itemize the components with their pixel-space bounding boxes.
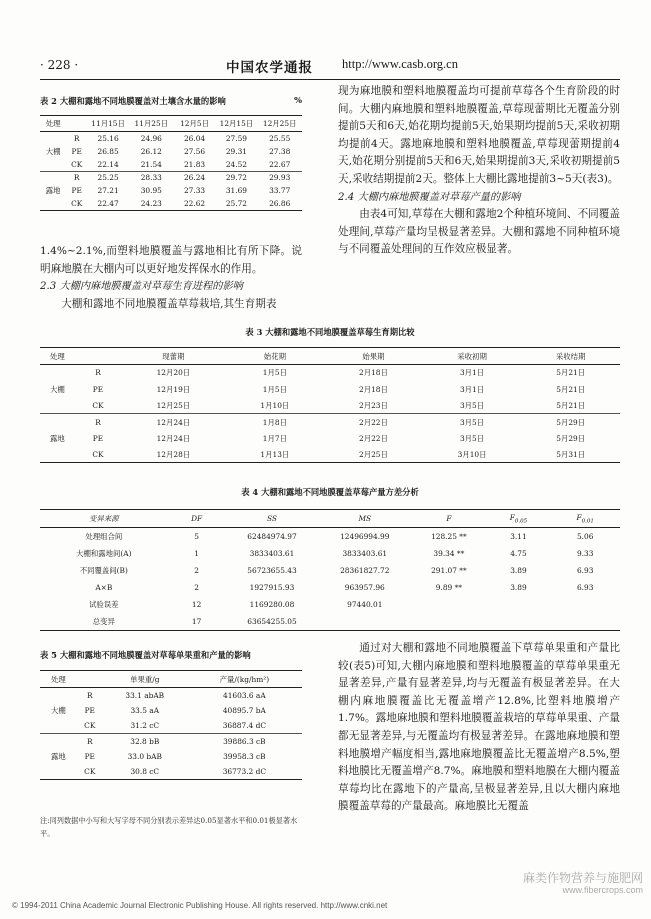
table4-cell: 9.89 ** [435, 583, 462, 593]
table2 [40, 95, 302, 211]
table3-group-label: 露地 [40, 414, 75, 463]
table5-grid [40, 670, 302, 780]
table3-group-label: 大棚 [50, 384, 65, 394]
table4-cell: 12 [191, 600, 202, 610]
left-paragraph-1: 1.4%~2.1%,而塑料地膜覆盖与露地相比有所下降。说明麻地膜在大棚内可以更好地发挥保水的作用。 [40, 245, 302, 275]
table-row [40, 688, 302, 703]
table3-header-cell: 采收初期 [457, 351, 487, 361]
table3-cell: 2月23日 [359, 400, 388, 410]
table4-cell: 2 [194, 583, 199, 593]
table2-cell: 27.56 [183, 146, 206, 156]
copyright-text: © 1994-2011 China Academic Journal Electronic Publishing House. All rights reserved. http://www.cnki.net [12, 901, 388, 910]
table4-cell [550, 613, 620, 630]
table-row [40, 171, 302, 184]
table-row [40, 397, 620, 413]
left-text-block [40, 243, 302, 313]
table2-header-cell: 11月15日 [91, 119, 125, 128]
table5-cell: PE [84, 752, 95, 762]
table5-note: 注:同列数据中小写和大写字母不同分别表示差异达0.05显著水平和0.01极显著水平。 [40, 816, 298, 839]
table5-cell: 31.2 cC [130, 721, 160, 731]
table2-cell: CK [71, 159, 83, 169]
table2-cell: 25.72 [225, 199, 248, 209]
table2-caption: 表 2 大棚和露地不同地膜覆盖对土壤含水量的影响 % [40, 95, 302, 106]
table-row [40, 158, 302, 171]
right-paragraph-3: 通过对大棚和露地不同地膜覆盖下草莓单果重和产量比较(表5)可知,大棚内麻地膜和塑料地膜覆盖的草莓单果重无显著差异,产量有显著差异,均与无覆盖有极显著差异。在大棚内麻地膜覆盖比无覆盖增产12.8%,比塑料地膜增产1.7%。露地麻地膜和塑料地膜覆盖栽培的草莓单果重、产量都无显著差异,与无覆盖均有极显著差异。在露地麻地膜和塑料地膜增产幅度相当,露地麻地膜覆盖比无覆盖增产8.5%,塑料地膜比无覆盖增产8.7%。麻地膜和塑料地膜在大棚内覆盖草莓均比在露地下的产量高,呈极显著差异,且以大棚内麻地膜覆盖草莓的产量最高。麻地膜比无覆盖 [338, 642, 620, 813]
table4-cell: 1169280.08 [249, 600, 295, 610]
table3-cell: 3月5日 [459, 433, 485, 443]
table3-cell: 2月22日 [359, 433, 388, 443]
table4-header-sub: 0.01 [581, 518, 594, 525]
table2-cell: 27.33 [183, 186, 206, 196]
table3-cell: 12月25日 [156, 400, 191, 410]
table2-header-cell: 12月5日 [180, 119, 209, 128]
table4-cell: 3.11 [510, 531, 527, 541]
table-row [40, 545, 620, 562]
table2-cell: PE [71, 146, 82, 156]
table2-cell: 21.83 [183, 159, 206, 169]
table5-cell: 30.8 cC [130, 767, 160, 777]
table2-cell: R [66, 171, 87, 184]
table2-cell: 26.12 [140, 146, 162, 156]
table4-cell [487, 613, 551, 630]
table2-cell: 26.24 [174, 171, 216, 184]
table5-cell: 41603.6 aA [223, 690, 266, 700]
left-paragraph-2: 大棚和露地不同地膜覆盖草莓栽培,其生育期表 [61, 297, 277, 310]
table5-group-label: 大棚 [50, 706, 66, 716]
table4-cell: 1 [194, 548, 199, 558]
table2-cell: R [73, 133, 80, 143]
table4-cell: 试验误差 [89, 600, 119, 610]
table2-cell: CK [71, 199, 83, 209]
right-text-block-bottom [338, 640, 620, 816]
table4-cell: 291.07 ** [431, 565, 467, 575]
table4-cell: 1927915.93 [249, 583, 295, 593]
table4-cell: 5.06 [576, 531, 594, 541]
table5-cell: R [77, 734, 103, 749]
table4-cell: 9.33 [576, 548, 594, 558]
table3-cell: 12月24日 [121, 414, 225, 430]
table4-caption: 表 4 大棚和露地不同地膜覆盖草莓产量方差分析 [241, 487, 419, 497]
page-footer [0, 871, 651, 919]
table2-cell: PE [71, 186, 82, 196]
table-row [40, 528, 620, 545]
table3-header-cell: 现蕾期 [162, 351, 185, 361]
table4-header-cell [550, 510, 620, 528]
table3-cell: 5月21日 [556, 368, 586, 378]
table3-header-cell: 处理 [50, 351, 65, 361]
table5-cell: R [86, 690, 93, 700]
table5-cell: 33.1 abAB [125, 690, 165, 700]
table2-cell: 28.33 [129, 171, 174, 184]
table2-cell: 27.59 [225, 133, 248, 143]
page-number: · 228 · [40, 58, 79, 72]
table4-cell: 28361827.72 [340, 565, 390, 575]
table2-cell: 27.38 [269, 146, 291, 156]
table4-cell: 5 [194, 531, 199, 541]
table3-cell: 1月5日 [262, 368, 287, 378]
table3-cell: 5月21日 [556, 400, 586, 410]
table-row [40, 749, 302, 764]
table3-cell: 2月25日 [359, 449, 388, 459]
table4-cell: 63654255.05 [247, 617, 297, 627]
table-row [40, 562, 620, 579]
table5-header-cell: 单果重/g [130, 674, 160, 684]
table2-cell: 22.47 [97, 199, 119, 209]
table4-cell: 2 [194, 565, 199, 575]
table-row [40, 197, 302, 210]
table-row [40, 430, 620, 446]
table2-cell: 26.85 [97, 146, 119, 156]
table5-cell: 39958.3 cB [223, 752, 266, 762]
table4-cell: 963957.96 [344, 583, 385, 593]
journal-name: 中国农学通报 [226, 60, 313, 76]
table5-cell: 40895.7 bA [222, 706, 266, 716]
watermark-url: www.fibercrops.com [562, 885, 643, 895]
table3-cell: 3月10日 [457, 449, 487, 459]
section-heading-2-4: 2.4 大棚内麻地膜覆盖对草莓产量的影响 [338, 191, 521, 203]
table4-cell: 6.93 [576, 583, 594, 593]
table2-cell: 22.14 [97, 159, 119, 169]
table3-cell: 3月5日 [423, 414, 522, 430]
table4-cell: 4.75 [510, 548, 527, 558]
table4-cell: A×B [95, 583, 113, 593]
table4-header-sub: 0.05 [514, 518, 528, 525]
table3-cell: 3月1日 [459, 368, 485, 378]
table4-header-cell: 变异来源 [89, 514, 119, 523]
table5-cell: 36887.4 dC [222, 721, 266, 731]
table2-cell: 25.55 [269, 133, 291, 143]
table4-header-cell: MS [358, 514, 372, 523]
table3-cell: 3月1日 [459, 384, 485, 394]
table2-cell: 26.86 [269, 199, 291, 209]
table-row [40, 381, 620, 397]
table4-grid [40, 509, 620, 631]
watermark-text: 麻类作物营养与施肥网 [522, 871, 643, 885]
table2-group-label: 大棚 [45, 146, 61, 156]
table4-cell: 128.25 ** [431, 531, 467, 541]
table3-cell: 5月21日 [556, 384, 586, 394]
table4-cell: 97440.01 [347, 600, 383, 610]
table3-cell: PE [92, 433, 104, 443]
table3-cell: CK [92, 449, 104, 459]
table4-cell: 62484974.97 [247, 531, 297, 541]
table2-cell: 29.31 [225, 146, 248, 156]
table2-cell: 22.67 [269, 159, 291, 169]
table2-cell: 26.04 [183, 133, 206, 143]
table3-cell: 1月8日 [226, 414, 325, 430]
table4-cell [318, 613, 411, 630]
table3-cell: 1月13日 [260, 449, 290, 459]
table5-group-label: 露地 [40, 734, 77, 780]
table4-header-f: F [576, 512, 582, 522]
table3-cell: 5月31日 [556, 449, 586, 459]
table2-cell: 29.72 [215, 171, 257, 184]
table4-cell: 17 [191, 617, 202, 627]
table2-cell: 25.16 [97, 133, 119, 143]
table5-header-cell: 产量/(kg/hm²) [219, 674, 270, 684]
table3-cell: CK [92, 400, 104, 410]
table2-cell: 33.77 [269, 186, 291, 196]
table2-header-cell: 12月15日 [219, 119, 254, 128]
table2-cell: 25.25 [87, 171, 129, 184]
table4-header-f: F [509, 512, 515, 522]
table3-cell: 5月29日 [556, 433, 586, 443]
table3-header-cell: 始花期 [263, 351, 286, 361]
table2-cell: 24.52 [225, 159, 248, 169]
right-text-block-top [338, 83, 620, 259]
table4-cell: 56723655.43 [247, 565, 297, 575]
table4-header-cell: F [446, 514, 452, 523]
table-row [40, 414, 620, 430]
table-row [40, 596, 620, 613]
table3-cell: 2月22日 [324, 414, 423, 430]
table-row [40, 365, 620, 381]
table4-cell [487, 596, 551, 613]
table3-header-cell [75, 348, 121, 365]
table3-cell: 12月28日 [156, 449, 191, 459]
section-heading-2-3: 2.3 大棚内麻地膜覆盖对草莓生育进程的影响 [40, 281, 243, 293]
table5-cell: 39886.3 cB [187, 734, 302, 749]
table2-grid [40, 115, 302, 211]
table4-cell: 3.89 [510, 565, 527, 575]
table3-cell: 1月10日 [260, 400, 290, 410]
table4 [40, 486, 620, 631]
table2-header-cell [66, 116, 87, 132]
table2-cell: 24.96 [140, 133, 162, 143]
table2-header-cell: 11月25日 [134, 119, 169, 128]
table-row [40, 579, 620, 596]
table3-header-cell: 始果期 [362, 351, 385, 361]
table4-cell [411, 596, 486, 613]
table3-cell: 12月19日 [156, 384, 191, 394]
table-row [40, 703, 302, 718]
table5-cell: 33.0 bAB [127, 752, 162, 762]
table-row [40, 446, 620, 462]
table4-cell: 不同覆盖间(B) [79, 565, 128, 575]
table4-cell [550, 596, 620, 613]
journal-url: http://www.casb.org.cn [342, 57, 458, 71]
table2-cell: 22.62 [183, 199, 206, 209]
table4-cell: 6.93 [576, 565, 594, 575]
table4-header-cell: SS [266, 514, 277, 523]
table3-caption: 表 3 大棚和露地不同地膜覆盖草莓生育期比较 [245, 327, 415, 337]
table4-cell [411, 613, 486, 630]
table3-cell: 12月24日 [156, 433, 191, 443]
right-paragraph-1: 现为麻地膜和塑料地膜覆盖均可提前草莓各个生育阶段的时间。大棚内麻地膜和塑料地膜覆盖,草莓现蕾期比无覆盖分别提前5天和6天,始花期均提前5天,始果期均提前5天,采收初期均提前4天。露地麻地膜和塑料地膜覆盖,草莓现蕾期提前4天,始花期分别提前5天和6天,始果期提前3天,采收初期提前5天,采收结期提前2天。整体上大棚比露地提前3~5天(表3)。 [338, 85, 620, 185]
table4-cell: 3833403.61 [249, 548, 295, 558]
table3-cell: R [75, 414, 121, 430]
table3-cell: 1月7日 [262, 433, 287, 443]
table4-cell: 39.34 ** [433, 548, 465, 558]
table2-header-cell: 处理 [45, 119, 61, 128]
table5-cell: 36773.2 dC [222, 767, 266, 777]
table5-cell: PE [84, 706, 95, 716]
table5-cell: CK [84, 767, 96, 777]
table3-header-cell: 采收结期 [555, 351, 586, 361]
table3-cell: 2月18日 [359, 384, 388, 394]
table-row [40, 145, 302, 158]
table3-cell: 12月20日 [156, 368, 191, 378]
table2-cell: 27.21 [97, 186, 119, 196]
table5-header-cell [77, 671, 103, 688]
table5-cell: CK [84, 721, 96, 731]
table3-cell: PE [92, 384, 104, 394]
table5-header-cell: 处理 [50, 674, 66, 684]
table3-cell: 3月5日 [459, 400, 485, 410]
table5-cell: 33.5 aA [130, 706, 160, 716]
table3-cell: 5月29日 [521, 414, 620, 430]
table-row [40, 734, 302, 749]
table3-cell: R [95, 368, 101, 378]
table3-grid [40, 347, 620, 463]
table5 [40, 649, 302, 840]
right-paragraph-2: 由表4可知,草莓在大棚和露地2个种植环境间、不同覆盖处理间,草莓产量均呈极显著差异。大棚和露地不同种植环境与不同覆盖处理间的互作效应极显著。 [338, 208, 620, 256]
table3-cell: 2月18日 [359, 368, 388, 378]
table-row [40, 764, 302, 779]
table2-cell: 30.95 [140, 186, 162, 196]
table4-cell: 12496994.99 [340, 531, 390, 541]
table-row [40, 613, 620, 630]
table2-cell: 24.23 [140, 199, 162, 209]
table4-header-cell [487, 510, 551, 528]
table3 [40, 326, 620, 463]
table5-cell: 32.8 bB [103, 734, 187, 749]
table4-cell: 总变异 [92, 617, 115, 627]
table4-cell: 大棚和露地间(A) [76, 548, 132, 558]
table-row [40, 184, 302, 197]
table2-cell: 21.54 [140, 159, 162, 169]
table4-cell: 3833403.61 [342, 548, 388, 558]
table3-cell: 1月5日 [262, 384, 287, 394]
table2-cell: 31.69 [225, 186, 248, 196]
table2-group-label: 露地 [40, 171, 66, 211]
page-header [40, 52, 620, 80]
table2-header-cell: 12月25日 [262, 119, 297, 128]
table-row [40, 718, 302, 733]
table4-cell: 3.89 [510, 583, 527, 593]
table2-cell: 29.93 [257, 171, 302, 184]
table-row [40, 132, 302, 145]
table5-caption: 表 5 大棚和露地不同地膜覆盖对草莓单果重和产量的影响 [40, 650, 251, 660]
table4-cell: 处理组合间 [85, 531, 123, 541]
table4-header-cell: DF [191, 514, 203, 523]
